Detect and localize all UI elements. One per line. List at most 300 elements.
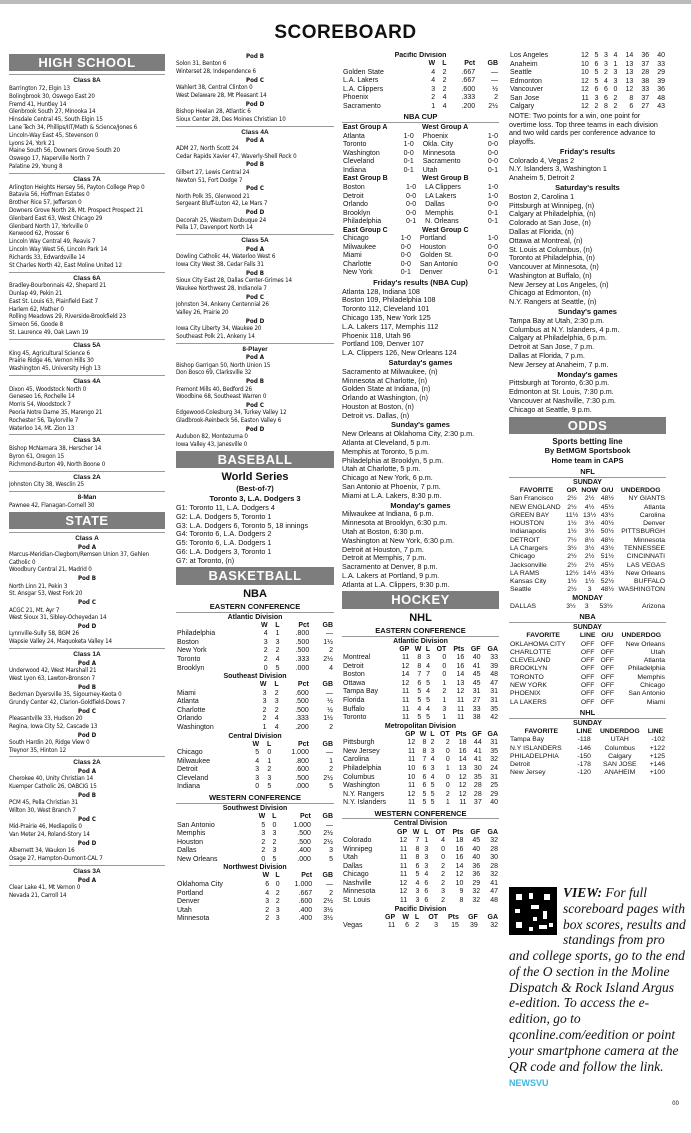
results-heading: Friday's results — [559, 146, 616, 156]
pod-heading: Pod D — [245, 426, 265, 434]
stat-cell: 39 — [470, 922, 478, 930]
score-line: Geneseo 16, Rochelle 14 — [9, 393, 75, 401]
score-line: Wapsie Valley 24, Maquoketa Valley 14 — [9, 638, 112, 646]
col-header: GA — [487, 730, 498, 738]
score-line: Marcus-Meridian-Clegborn/Remsen Union 37, Gehlen — [9, 550, 149, 558]
table-row — [342, 888, 499, 897]
team-name: East Group B — [343, 175, 388, 183]
stat-cell: 1 — [442, 679, 447, 687]
stat-cell: LA Lakers — [425, 192, 457, 200]
stat-cell: 13 — [625, 77, 634, 85]
stat-cell: 0 — [275, 881, 280, 888]
odds-cell: 3 — [587, 586, 592, 594]
stat-cell: 0-1 — [487, 269, 498, 277]
stat-cell: ½ — [492, 85, 498, 93]
stat-cell: 6 — [424, 896, 429, 904]
stat-cell: 3 — [442, 705, 447, 713]
stat-cell: 2 — [442, 77, 447, 85]
score-line: Dunlap 49, Pekin 21 — [9, 289, 63, 297]
col-header: GB — [487, 60, 498, 68]
stat-cell: 4 — [442, 102, 447, 110]
table-row — [342, 748, 499, 757]
team-name: Portland — [177, 889, 204, 897]
team-name: Tampa Bay — [343, 688, 379, 696]
col-header: L — [425, 645, 431, 653]
stat-cell: 4 — [613, 52, 618, 59]
odds-cell: OFF — [580, 665, 595, 673]
result-line: Minnesota at Brooklyn, 6:30 p.m. — [342, 518, 448, 528]
stat-cell: 12 — [458, 773, 467, 781]
stat-cell: 2 — [441, 879, 446, 887]
table-row — [342, 94, 499, 103]
result-line: Detroit vs. Dallas, (n) — [342, 410, 410, 420]
score-line: Cedar Rapids Xavier 47, Waverly-Shell Rock 0 — [176, 152, 297, 160]
odds-row — [509, 682, 666, 690]
stat-cell: 4 — [426, 662, 431, 670]
stat-cell: 3 — [267, 774, 272, 782]
stat-cell: ½ — [327, 698, 333, 706]
stat-cell: 11 — [456, 714, 465, 722]
odds-league: NHL — [509, 709, 666, 719]
view-lead: VIEW: — [563, 885, 603, 900]
odds-cell: Chicago — [640, 682, 665, 690]
stat-cell: 1 — [267, 757, 272, 765]
class-heading: Class 4A — [9, 375, 165, 386]
odds-col-header: NOW — [581, 487, 598, 495]
stat-cell: 2 — [329, 723, 333, 731]
stat-cell: 2 — [263, 647, 268, 655]
stat-cell: 5 — [417, 688, 422, 696]
score-line: Lane Tech 34, Phillips/IIT/Math & Science/Jones 6 — [9, 124, 138, 132]
score-line: Bradley-Bourbonnais 42, Shepard 21 — [9, 282, 107, 290]
stat-cell: 8 — [415, 845, 420, 853]
result-line: New Jersey at Los Angeles, (n) — [509, 279, 609, 289]
col-header: GA — [487, 913, 498, 921]
stat-cell: .500 — [297, 830, 311, 838]
class-heading: Class 3A — [9, 865, 165, 876]
stat-cell: 2 — [430, 739, 435, 747]
stat-cell: 14 — [455, 862, 464, 870]
score-line: Arlington Heights Hersey 56, Payton College Prep 0 — [9, 183, 145, 191]
class-heading: Class 6A — [9, 272, 165, 283]
odds-col-header: UNDERDOG — [599, 727, 640, 735]
stat-cell: .500 — [295, 774, 309, 782]
table-row — [342, 218, 499, 227]
top-rule — [0, 0, 691, 4]
result-line: Toronto at Philadelphia, (n) — [509, 253, 595, 263]
stat-cell: 12 — [399, 879, 408, 887]
stat-cell: 3 — [426, 654, 431, 662]
class-heading: 8-Man — [9, 491, 165, 502]
score-line: South Hardin 20, Ridge View 0 — [9, 738, 90, 746]
odds-row — [509, 665, 666, 673]
game-result: G4: Toronto 6, L.A. Dodgers 2 — [176, 529, 272, 539]
stat-cell: 12 — [581, 77, 589, 85]
odds-cell: -118 — [577, 736, 591, 744]
table-row — [342, 124, 499, 133]
pod-heading: Pod C — [246, 402, 264, 410]
team-name: Edmonton — [510, 77, 542, 85]
stat-cell: 1 — [424, 837, 429, 845]
stat-cell: 39 — [490, 662, 498, 670]
odds-cell: 43½ — [600, 511, 614, 519]
team-name: New York — [343, 269, 373, 277]
stat-cell: 40 — [472, 845, 481, 853]
stat-cell: 8 — [415, 854, 420, 862]
score-line: Waterloo 14, Mt. Zion 13 — [9, 424, 75, 432]
team-name: Denver — [177, 898, 200, 906]
stat-cell: 3 — [255, 774, 260, 782]
stat-cell: 3 — [262, 698, 267, 706]
col-header: L — [275, 621, 280, 629]
odds-row — [509, 570, 666, 578]
stat-cell: 32 — [490, 871, 498, 879]
team-name: Brooklyn — [177, 664, 205, 672]
team-name: Dallas — [343, 862, 363, 870]
team-name: Boston — [343, 671, 365, 679]
stat-cell: 47 — [490, 679, 498, 687]
odds-cell: 2½ — [584, 553, 595, 561]
stat-cell: 38 — [641, 77, 650, 85]
stat-cell: 6 — [424, 888, 429, 896]
odds-cell: -178 — [577, 761, 591, 769]
stat-cell: 2 — [329, 647, 333, 655]
odds-row — [509, 528, 666, 536]
table-row — [509, 78, 666, 87]
odds-cell: 43½ — [600, 545, 614, 553]
odds-col-header: UNDERDOG — [620, 487, 661, 495]
qr-code-icon[interactable] — [509, 887, 557, 935]
result-line: Atlanta at L.A. Clippers, 9:30 p.m. — [342, 579, 450, 589]
result-line: Columbus at N.Y. Islanders, 4 p.m. — [509, 324, 620, 334]
odds-cell: 52½ — [600, 578, 614, 586]
col-header: Pct — [297, 740, 309, 748]
stat-cell: 4 — [426, 705, 431, 713]
game-result: G1: Toronto 11, L.A. Dodgers 4 — [176, 503, 275, 513]
stat-cell: 6 — [415, 862, 420, 870]
result-line: L.A. Lakers at Portland, 9 p.m. — [342, 570, 440, 580]
stat-cell: 5 — [426, 714, 431, 722]
odds-title: Sports betting line — [552, 436, 623, 446]
table-row — [342, 141, 499, 150]
odds-row — [509, 562, 666, 570]
stat-cell: 12 — [581, 103, 589, 111]
stat-cell: 41 — [473, 756, 482, 764]
col-header: L — [442, 60, 447, 68]
stat-cell: 3 — [275, 915, 280, 923]
odds-cell: Atlanta — [643, 503, 665, 511]
stat-cell: 11 — [581, 94, 589, 102]
stat-cell: 5 — [430, 790, 435, 798]
standings-table — [342, 914, 499, 931]
stat-cell: 0 — [445, 773, 450, 781]
result-line: L.A. Lakers 117, Memphis 112 — [342, 321, 439, 331]
score-line: Newton 51, Fort Dodge 7 — [176, 176, 243, 184]
odds-cell: 3½ — [584, 545, 595, 553]
stat-cell: 29 — [657, 69, 665, 77]
stat-cell: 3 — [594, 94, 599, 102]
odds-day: SUNDAY — [573, 719, 602, 727]
odds-cell: OFF — [580, 648, 595, 656]
odds-cell: 8½ — [584, 536, 595, 544]
result-line: Boston 2, Carolina 1 — [509, 191, 575, 201]
odds-league: NBA — [509, 613, 666, 623]
stat-cell: — — [326, 749, 333, 757]
pod-heading: Pod A — [77, 659, 97, 667]
odds-cell: OFF — [600, 665, 615, 673]
score-line: Beckman Dyersville 35, Sigourney-Keota 0 — [9, 690, 122, 698]
odds-cell: 40½ — [600, 520, 614, 528]
stat-cell: 3 — [329, 847, 333, 855]
stat-cell: 2 — [431, 94, 436, 102]
score-line: Glenbrook South 27, Minooka 14 — [9, 108, 96, 116]
stat-cell: 37 — [641, 60, 650, 68]
score-line: West Delaware 28, Mt Pleasant 14 — [176, 92, 267, 100]
pod-heading: Pod B — [77, 792, 97, 800]
class-heading: Class 5A — [9, 339, 165, 350]
table-row — [509, 61, 666, 70]
stat-cell: 2 — [445, 790, 450, 798]
result-line: Atlanta at Cleveland, 5 p.m. — [342, 438, 431, 448]
team-name: Golden State — [343, 68, 384, 76]
team-name: Cleveland — [343, 158, 375, 166]
result-line: Houston at Boston, (n) — [342, 401, 414, 411]
odds-cell: 2½ — [567, 586, 577, 594]
odds-cell: Memphis — [637, 673, 665, 681]
odds-cell: PITTSBURGH — [621, 528, 665, 536]
team-name: San Antonio — [177, 821, 215, 829]
stat-cell: 1½ — [323, 638, 333, 646]
stat-cell: Denver — [419, 269, 443, 277]
stat-cell: 0 — [445, 747, 450, 755]
team-name: Calgary — [510, 103, 535, 111]
stat-cell: 11 — [456, 705, 465, 713]
stat-cell: — — [326, 881, 333, 888]
stat-cell: 11 — [407, 799, 416, 807]
results-heading: Friday's results (NBA Cup) — [373, 277, 468, 287]
score-line: Lyons 24, York 21 — [9, 139, 55, 147]
odds-col-header: UNDERDOG — [621, 632, 662, 640]
class-heading: Class A — [9, 532, 165, 543]
score-line: Treynor 35, Hinton 12 — [9, 746, 67, 754]
col-header: Pts — [455, 730, 467, 738]
score-line: Albernett 34, Waukon 16 — [9, 847, 75, 855]
score-line: Sioux Center 28, Des Moines Christian 10 — [176, 116, 286, 123]
group-table — [342, 235, 499, 278]
stat-cell: 6 — [594, 60, 599, 68]
result-line: N.Y. Rangers at Seattle, (n) — [509, 297, 597, 307]
odds-cell: OFF — [600, 648, 615, 656]
stat-cell: 2 — [442, 688, 447, 696]
stat-cell: 0 — [445, 756, 450, 764]
result-line: Pittsburgh at Winnipeg, (n) — [509, 200, 595, 210]
odds-day: SUNDAY — [573, 478, 602, 486]
team-name: Dallas — [177, 847, 197, 855]
odds-cell: TENNESSEE — [623, 545, 665, 553]
result-line: Detroit at Houston, 7 p.m. — [342, 544, 424, 554]
team-name: Pittsburgh — [343, 739, 375, 747]
col-header: OT — [435, 828, 446, 836]
result-line: Golden State at Indiana, (n) — [342, 384, 431, 394]
score-line: Simeon 56, Goode 8 — [9, 321, 63, 329]
team-name: Orlando — [343, 201, 368, 209]
score-line: Morris 54, Woodstock 7 — [9, 401, 71, 409]
team-name: Winnipeg — [343, 845, 373, 853]
score-line: East St. Louis 63, Plainfield East 7 — [9, 297, 98, 305]
hockey-header: HOCKEY — [342, 591, 499, 608]
stat-cell: 1 — [262, 723, 267, 731]
table-row — [176, 881, 334, 890]
favorite: Kansas City — [510, 578, 547, 586]
col-header: W — [261, 621, 268, 629]
col-header-blank — [342, 829, 391, 838]
score-line: Osage 27, Hampton-Dumont-CAL 7 — [9, 855, 103, 863]
col-header: W — [258, 813, 266, 821]
stat-cell: .500 — [295, 698, 309, 706]
score-line: Sergeant Bluff-Luton 42, Le Mars 7 — [176, 200, 268, 208]
stat-cell: 4 — [265, 889, 270, 897]
stat-cell: 40 — [490, 799, 498, 807]
table-row — [342, 837, 499, 846]
odds-cell: 12½ — [565, 569, 579, 577]
stat-cell: .500 — [295, 638, 310, 646]
stat-cell: 3 — [263, 638, 268, 646]
page-number: 00 — [672, 1099, 679, 1107]
score-line: Batavia 56, Hoffman Estates 0 — [9, 191, 90, 199]
stat-cell: 0 — [441, 854, 446, 862]
stat-cell: 1 — [431, 102, 436, 110]
stat-cell: 4 — [430, 756, 435, 764]
stat-cell: 0-1 — [403, 166, 414, 174]
result-line: Pittsburgh at Toronto, 6:30 p.m. — [509, 378, 610, 388]
col-header: GP — [397, 828, 408, 836]
stat-cell: .600 — [295, 766, 309, 774]
stat-cell: 2 — [263, 656, 268, 663]
favorite: Indianapolis — [510, 528, 547, 536]
odds-cell: Atlanta — [643, 657, 665, 665]
odds-col-header: LINE — [576, 727, 592, 735]
stat-cell: 0 — [267, 749, 272, 757]
col-header: W — [419, 730, 427, 738]
stat-cell: .000 — [297, 855, 311, 863]
team-name: Indiana — [343, 166, 366, 174]
standings-table — [176, 622, 334, 673]
odds-cell: San Antonio — [628, 690, 665, 698]
stat-cell: 11 — [456, 697, 465, 705]
odds-row — [509, 761, 666, 769]
pod-heading: Pod A — [77, 876, 97, 884]
odds-col-header: O/U — [601, 487, 614, 495]
stat-cell: 5 — [329, 855, 333, 863]
stat-cell: 2½ — [323, 830, 333, 838]
stat-cell: 3 — [262, 689, 267, 697]
stat-cell: ½ — [327, 706, 333, 714]
stat-cell: 3 — [603, 52, 608, 59]
stat-cell: 3 — [415, 896, 420, 904]
stat-cell: 7 — [417, 671, 422, 679]
table-row — [342, 175, 499, 184]
team-name: N.Y. Rangers — [343, 790, 385, 798]
score-line: Decorah 25, Western Dubuque 24 — [176, 216, 267, 224]
favorite: GREEN BAY — [510, 511, 550, 519]
stat-cell: 5 — [594, 77, 599, 85]
stat-cell: 7 — [422, 756, 427, 764]
stat-cell: 14 — [401, 671, 410, 679]
stat-cell: 6 — [417, 679, 422, 687]
team-name: San Jose — [510, 94, 540, 102]
stat-cell: 11 — [387, 922, 396, 930]
score-line: Bishop Heelan 28, Atlantic 6 — [176, 108, 251, 116]
team-name: Los Angeles — [510, 52, 549, 59]
stat-cell: 2 — [275, 889, 280, 897]
table-row — [342, 77, 499, 86]
results-heading: Sunday's games — [391, 420, 450, 430]
stat-cell: 12 — [581, 52, 589, 59]
odds-row — [509, 699, 666, 707]
stat-cell: 2 — [267, 766, 272, 774]
stat-cell: 10 — [455, 879, 464, 887]
odds-header: ODDS — [509, 417, 666, 434]
division-name: Atlantic Division — [393, 637, 448, 645]
stat-cell: 12 — [407, 790, 416, 798]
stat-cell: 35 — [473, 773, 482, 781]
stat-cell: 1-0 — [406, 184, 417, 191]
odds-cell: SAN JOSE — [602, 761, 637, 769]
odds-cell: New Orleans — [625, 640, 665, 648]
stat-cell: .800 — [295, 757, 309, 765]
stat-cell: 4 — [274, 723, 279, 731]
odds-cell: 53½ — [599, 602, 613, 610]
stat-cell: 24 — [490, 764, 498, 772]
col-header: GB — [322, 872, 333, 880]
col-header-blank — [342, 914, 377, 923]
result-line: L.A. Clippers 126, New Orleans 124 — [342, 348, 457, 358]
col-header: GP — [399, 645, 410, 653]
score-line: West Sioux 31, Sibley-Ocheyedan 14 — [9, 614, 107, 622]
stat-cell: 31 — [490, 697, 498, 705]
stat-cell: 12 — [455, 871, 464, 879]
odds-cell: 1½ — [567, 520, 577, 528]
result-line: Phoenix 118, Utah 96 — [342, 330, 411, 340]
stat-cell: .000 — [295, 783, 309, 791]
stat-cell: 35 — [490, 747, 498, 755]
stat-cell: .667 — [461, 68, 476, 76]
stat-cell: 4 — [431, 68, 436, 76]
stat-cell: 0-1 — [487, 218, 498, 226]
odds-cell: BUFFALO — [634, 578, 665, 586]
table-row — [342, 167, 499, 176]
stat-cell: 12 — [399, 888, 408, 896]
pod-heading: Pod A — [77, 768, 97, 776]
stat-cell: 5 — [594, 69, 599, 77]
stat-cell: 0 — [445, 782, 450, 790]
odds-cell: 45½ — [600, 503, 614, 511]
score-line: Gilbert 27, Lewis Central 24 — [176, 168, 250, 176]
result-line: Detroit at San Jose, 7 p.m. — [509, 342, 595, 352]
stat-cell: 2 — [441, 896, 446, 904]
stat-cell: .600 — [461, 85, 476, 93]
team-name: Toronto — [177, 656, 201, 663]
odds-cell: 3½ — [584, 520, 595, 528]
stat-cell: 1-0 — [487, 132, 498, 140]
stat-cell: 4 — [255, 757, 260, 765]
stat-cell: 0-0 — [400, 252, 411, 260]
result-line: New Jersey at Anaheim, 7 p.m. — [509, 359, 609, 369]
stat-cell: 6 — [603, 94, 608, 102]
result-line: Chicago at New York, 6 p.m. — [342, 473, 433, 483]
view-text: For full scoreboard pages with box scores, results and standings from pro and college sports, go to the end of the O section in the Moline Dispatch & Rock Island Argus e-edition. To access the e-edition, go to qconline.com/eedition or point your smartphone camera at the QR code and follow the link. — [509, 885, 686, 1074]
favorite: TORONTO — [510, 673, 544, 681]
